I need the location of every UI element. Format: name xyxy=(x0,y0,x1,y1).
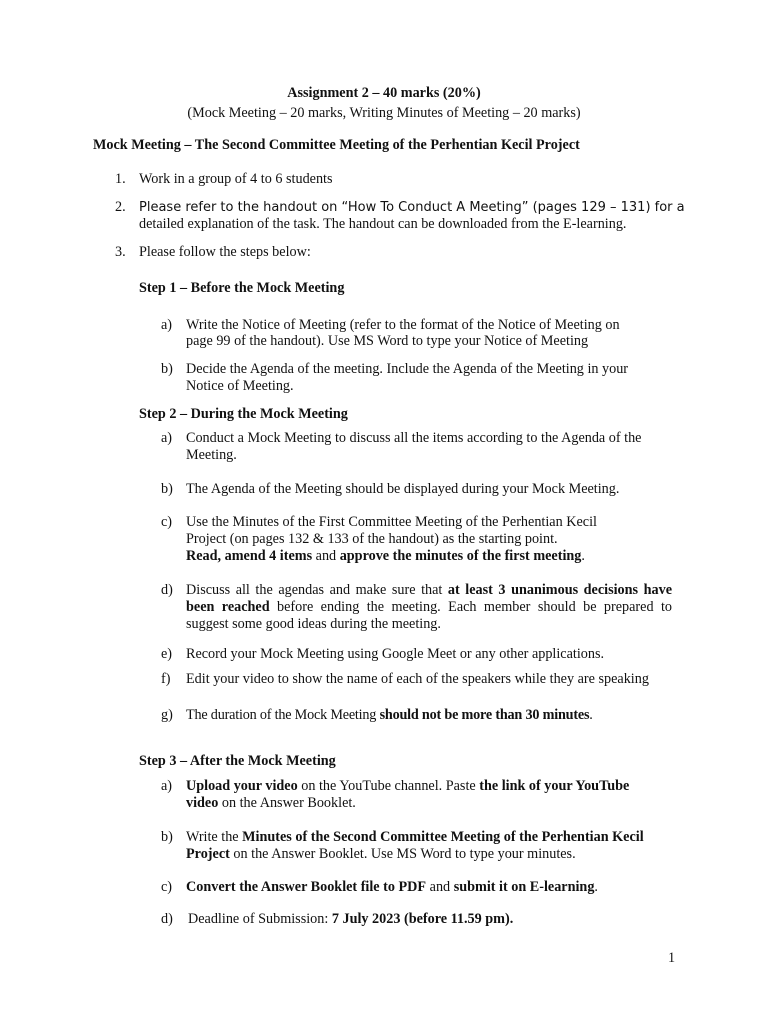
item-number-2: 2. xyxy=(115,199,126,215)
step3-b-line1: Write the Minutes of the Second Committee Meeting of the Perhentian Kecil xyxy=(186,829,644,845)
step1-b-line1: Decide the Agenda of the meeting. Include the Agenda of the Meeting in your xyxy=(186,361,629,377)
step3-b-line2: Project on the Answer Booklet. Use MS Word to type your minutes. xyxy=(186,846,576,862)
step2-g-marker: g) xyxy=(161,707,173,723)
step3-heading: Step 3 – After the Mock Meeting xyxy=(139,753,336,769)
step2-e-line1: Record your Mock Meeting using Google Meet or any other applications. xyxy=(186,646,605,662)
step2-a-marker: a) xyxy=(161,430,173,446)
step3-c-marker: c) xyxy=(161,879,173,895)
step1-heading: Step 1 – Before the Mock Meeting xyxy=(139,280,345,296)
step2-f-line1: Edit your video to show the name of each of the speakers while they are speaking xyxy=(186,671,649,687)
step3-a-marker: a) xyxy=(161,778,173,794)
item-text-3: Please follow the steps below: xyxy=(139,244,311,260)
step2-c-line3: Read, amend 4 items and approve the minutes of the first meeting. xyxy=(186,548,585,564)
step2-a-line2: Meeting. xyxy=(186,447,237,463)
step2-b-line1: The Agenda of the Meeting should be displayed during your Mock Meeting. xyxy=(186,481,620,497)
step2-d-text: Discuss all the agendas and make sure that at least 3 unanimous decisions have been reached before ending the meeting. Each member should be prepared to suggest some good ideas during the meeting. xyxy=(186,582,672,632)
step3-d-line1: Deadline of Submission: 7 July 2023 (before 11.59 pm). xyxy=(188,911,514,927)
item-text-1: Work in a group of 4 to 6 students xyxy=(139,171,333,187)
step2-d-marker: d) xyxy=(161,582,173,598)
section-title: Mock Meeting – The Second Committee Meeting of the Perhentian Kecil Project xyxy=(93,137,580,153)
item-text-2-line2: detailed explanation of the task. The handout can be downloaded from the E-learning. xyxy=(139,216,627,232)
step1-b-line2: Notice of Meeting. xyxy=(186,378,294,394)
step2-heading: Step 2 – During the Mock Meeting xyxy=(139,406,348,422)
item-number-1: 1. xyxy=(115,171,126,187)
step1-a-line1: Write the Notice of Meeting (refer to the format of the Notice of Meeting on xyxy=(186,317,620,333)
step2-f-marker: f) xyxy=(161,671,171,687)
assignment-subtitle: (Mock Meeting – 20 marks, Writing Minutes of Meeting – 20 marks) xyxy=(187,105,581,121)
step3-c-line1: Convert the Answer Booklet file to PDF and submit it on E-learning. xyxy=(186,879,598,895)
step1-a-marker: a) xyxy=(161,317,173,333)
step3-d-marker: d) xyxy=(161,911,173,927)
assignment-title: Assignment 2 – 40 marks (20%) xyxy=(287,85,481,101)
step2-c-line2: Project (on pages 132 & 133 of the handout) as the starting point. xyxy=(186,531,558,547)
step2-b-marker: b) xyxy=(161,481,173,497)
page-number: 1 xyxy=(668,950,676,966)
step2-c-line1: Use the Minutes of the First Committee Meeting of the Perhentian Kecil xyxy=(186,514,597,530)
step3-a-line2: video on the Answer Booklet. xyxy=(186,795,356,811)
step2-e-marker: e) xyxy=(161,646,173,662)
step2-c-marker: c) xyxy=(161,514,173,530)
step3-a-line1: Upload your video on the YouTube channel. Paste the link of your YouTube xyxy=(186,778,630,794)
step1-a-line2: page 99 of the handout). Use MS Word to type your Notice of Meeting xyxy=(186,333,589,349)
item-text-2-line1: Please refer to the handout on “How To Conduct A Meeting” (pages 129 – 131) for a xyxy=(139,200,685,215)
step1-b-marker: b) xyxy=(161,361,173,377)
step2-a-line1: Conduct a Mock Meeting to discuss all the items according to the Agenda of the xyxy=(186,430,642,446)
item-number-3: 3. xyxy=(115,244,126,260)
step2-g-line1: The duration of the Mock Meeting should not be more than 30 minutes. xyxy=(186,707,593,723)
step3-b-marker: b) xyxy=(161,829,173,845)
